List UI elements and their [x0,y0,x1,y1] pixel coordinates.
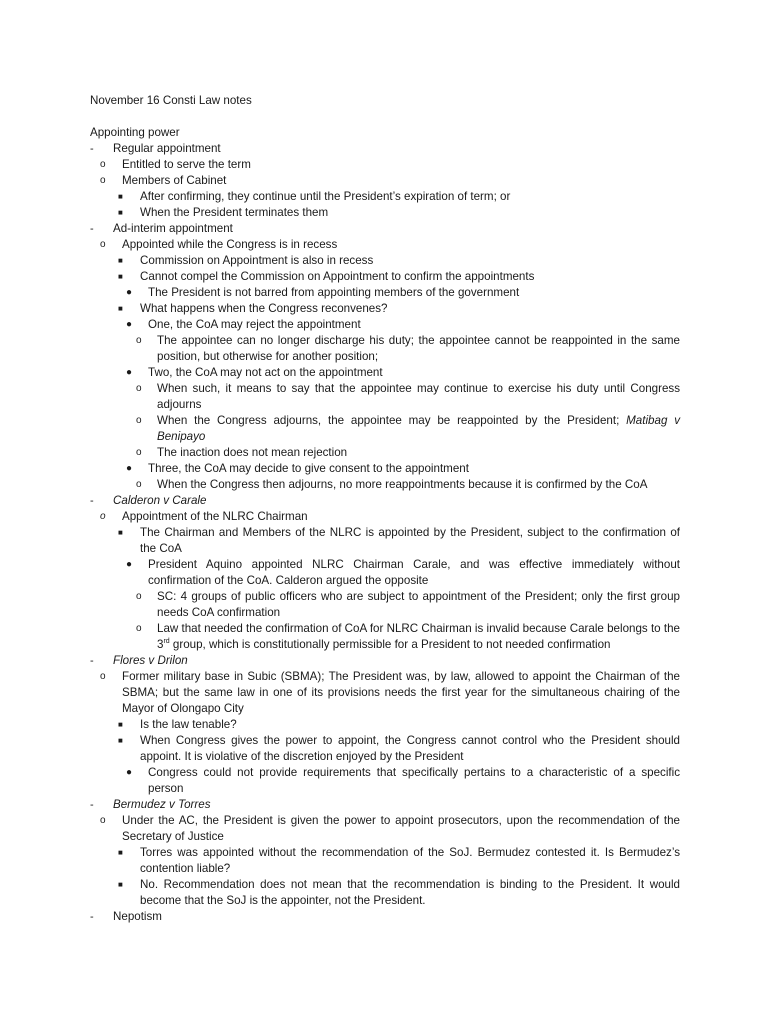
bullet-marker: o [100,159,106,170]
outline-item [90,141,680,157]
outline-text: Commission on Appointment is also in recess [140,254,374,267]
outline-text: One, the CoA may reject the appointment [148,318,361,331]
bullet-marker: o [136,447,142,458]
outline-text: When such, it means to say that the appointee may continue to exercise his duty until Congress adjourns [157,382,680,411]
outline-item [90,589,680,621]
outline-text: Appointment of the NLRC Chairman [122,510,308,523]
outline-item [90,269,680,285]
outline-item [90,669,680,717]
outline-text: The Chairman and Members of the NLRC is appointed by the President, subject to the confirmation of the CoA [140,526,680,555]
bullet-marker: ■ [118,208,123,217]
outline-text: No. Recommendation does not mean that the recommendation is binding to the President. It would become that the SoJ is the appointer, not the President. [140,878,680,907]
bullet-marker: o [100,815,106,826]
outline-item [90,845,680,877]
bullet-marker: ■ [118,256,123,265]
bullet-marker: ■ [118,192,123,201]
outline-item [90,157,680,173]
outline-item [90,557,680,589]
outline-item [90,301,680,317]
bullet-marker: - [90,223,94,235]
outline-text: Is the law tenable? [140,718,237,731]
outline-item [90,493,680,509]
outline-text: The appointee can no longer discharge his duty; the appointee cannot be reappointed in the same position, but otherwise for another position; [157,334,680,363]
bullet-marker: - [90,799,94,811]
outline-item [90,733,680,765]
outline-text: Calderon v Carale [113,494,207,507]
outline-item [90,797,680,813]
outline-item [90,621,680,653]
outline-item [90,653,680,669]
bullet-marker: ● [126,319,133,330]
outline-text: When the Congress then adjourns, no more reappointments because it is confirmed by the CoA [157,478,648,491]
bullet-marker: - [90,911,94,923]
outline-text: Former military base in Subic (SBMA); The President was, by law, allowed to appoint the Chairman of the SBMA; but the same law in one of its provisions needs the first year for the simultaneous chairing of the Mayor of Olongapo City [122,670,680,715]
superscript: rd [163,638,170,646]
outline-text: Flores v Drilon [113,654,188,667]
outline-item [90,221,680,237]
outline-text: The President is not barred from appointing members of the government [148,286,520,299]
outline-text: After confirming, they continue until the President’s expiration of term; or [140,190,511,203]
bullet-marker: o [136,335,142,346]
bullet-marker: ■ [118,736,123,745]
bullet-marker: ■ [118,304,123,313]
outline-item [90,253,680,269]
bullet-marker: o [100,175,106,186]
outline-text: Entitled to serve the term [122,158,251,171]
outline-text: Members of Cabinet [122,174,227,187]
bullet-marker: ● [126,287,133,298]
outline-text: What happens when the Congress reconvenes? [140,302,388,315]
outline-text: Law that needed the confirmation of CoA for NLRC Chairman is invalid because Carale belongs to the 3 [157,622,680,651]
outline-text-continued: group, which is constitutionally permissible for a President to not needed confirmation [169,638,611,651]
bullet-marker: o [100,671,106,682]
bullet-marker: o [136,415,142,426]
bullet-marker: - [90,655,94,667]
bullet-marker: o [100,511,106,522]
bullet-marker: o [100,239,106,250]
outline-text: Under the AC, the President is given the power to appoint prosecutors, upon the recommendation of the Secretary of Justice [122,814,680,843]
outline-text: Cannot compel the Commission on Appointment to confirm the appointments [140,270,535,283]
bullet-marker: ● [126,559,133,570]
outline-item [90,509,680,525]
outline-item [90,413,680,445]
outline-item [90,717,680,733]
outline-item [90,765,680,797]
outline-text: When the President terminates them [140,206,329,219]
bullet-marker: - [90,495,94,507]
outline-item [90,525,680,557]
notes-body [90,93,680,925]
outline-item [90,909,680,925]
outline-item [90,173,680,189]
bullet-marker: ● [126,463,133,474]
outline-item [90,237,680,253]
outline-item [90,877,680,909]
outline-text: Congress could not provide requirements that specifically pertains to a characteristic of a specific person [148,766,680,795]
outline-text: When the Congress adjourns, the appointee may be reappointed by the President; [157,414,627,427]
bullet-marker: o [136,623,142,634]
outline-text: When Congress gives the power to appoint, the Congress cannot control who the President should appoint. It is violative of the discretion enjoyed by the President [140,734,680,763]
bullet-marker: ■ [118,528,123,537]
outline-item [90,285,680,301]
outline-text: Nepotism [113,910,162,923]
outline-text: Two, the CoA may not act on the appointment [148,366,383,379]
bullet-marker: o [136,591,142,602]
outline-item [90,205,680,221]
bullet-marker: ● [126,367,133,378]
bullet-marker: ■ [118,848,123,857]
outline-text: The inaction does not mean rejection [157,446,348,459]
outline-item [90,813,680,845]
bullet-marker: ■ [118,880,123,889]
bullet-marker: ■ [118,720,123,729]
outline-item [90,333,680,365]
bullet-marker: o [136,383,142,394]
outline-text: Bermudez v Torres [113,798,211,811]
outline-text: President Aquino appointed NLRC Chairman Carale, and was effective immediately without confirmation of the CoA. Calderon argued the opposite [148,558,680,587]
case-citation: Matibag v Benipayo [157,414,680,443]
outline-text: Appointed while the Congress is in recess [122,238,338,251]
document-title: November 16 Consti Law notes [90,94,252,107]
outline-text: Three, the CoA may decide to give consent to the appointment [148,462,469,475]
bullet-marker: ■ [118,272,123,281]
bullet-marker: - [90,143,94,155]
bullet-marker: ● [126,767,133,778]
outline-item [90,317,680,333]
outline-text: Ad-interim appointment [113,222,233,235]
outline-item [90,445,680,461]
outline-item [90,461,680,477]
outline-item [90,189,680,205]
outline-text: SC: 4 groups of public officers who are subject to appointment of the President; only the first group needs CoA confirmation [157,590,680,619]
outline-list [90,141,680,925]
section-heading: Appointing power [90,126,180,139]
outline-item [90,381,680,413]
bullet-marker: o [136,479,142,490]
outline-item [90,365,680,381]
outline-text: Regular appointment [113,142,221,155]
outline-item [90,477,680,493]
outline-text: Torres was appointed without the recommendation of the SoJ. Bermudez contested it. Is Bermudez’s contention liable? [140,846,680,875]
